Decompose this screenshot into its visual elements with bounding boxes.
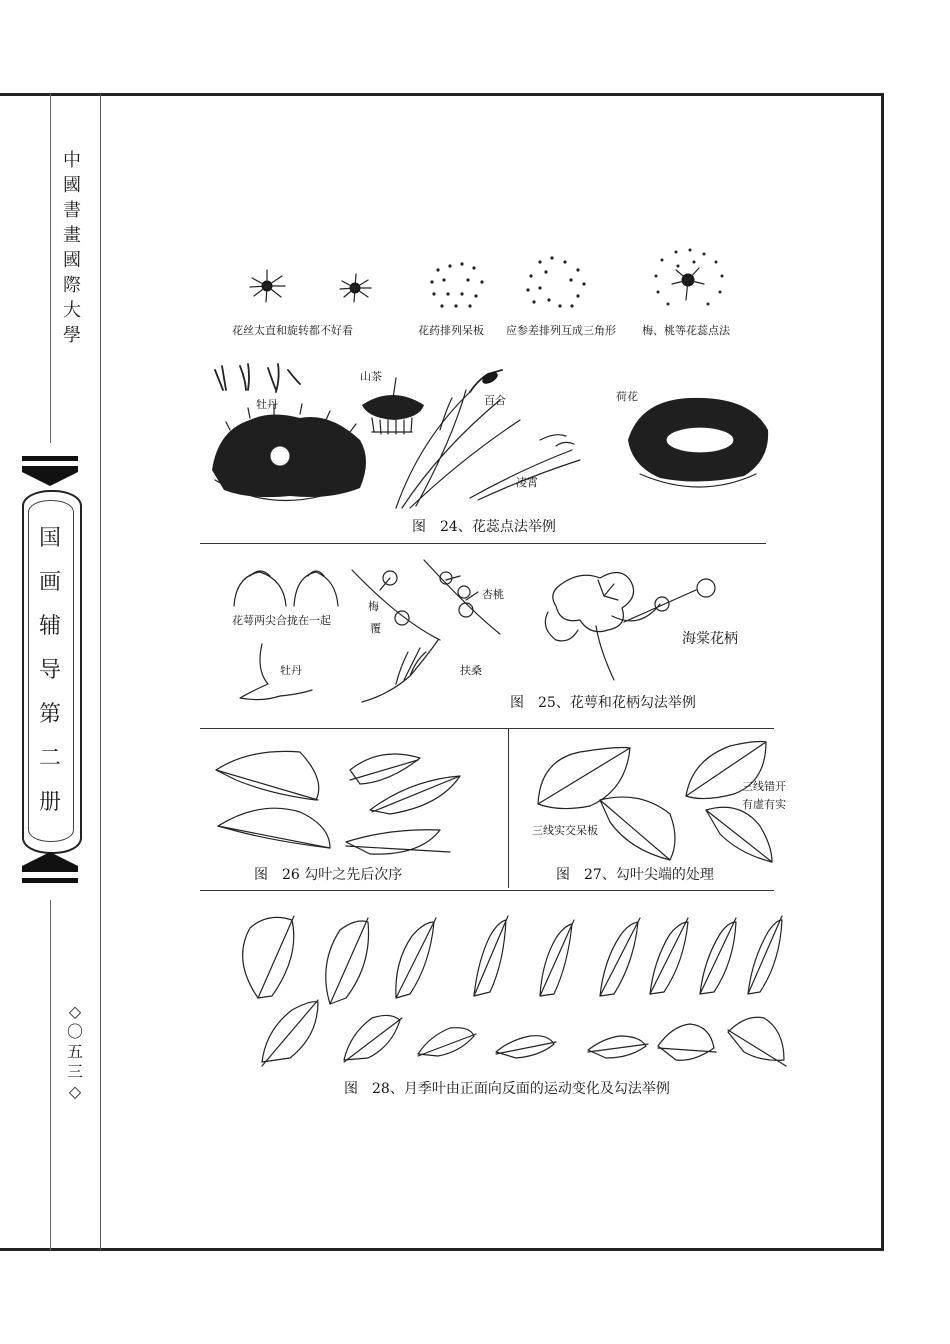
fig24-label-lily: 百合 — [484, 394, 506, 407]
fig28-leaves-row-2 — [262, 1000, 786, 1066]
fig27-label-staggered: 三线错开 — [742, 780, 786, 793]
fig24-note-3: 应参差排列互成三角形 — [506, 324, 616, 337]
school-char: 畫 — [63, 225, 81, 246]
fig24-label-lotus: 荷花 — [616, 390, 638, 403]
fig25-label-plum: 梅 — [368, 600, 379, 613]
book-title-char: 画 — [38, 570, 61, 595]
school-char: 學 — [63, 325, 81, 346]
fig27-caption: 图 27、勾叶尖端的处理 — [556, 867, 714, 883]
school-char: 國 — [63, 250, 81, 271]
page-number-char: 〇 — [66, 1022, 83, 1041]
fig24-label-camellia: 山茶 — [360, 370, 382, 383]
page-number-char: ◇ — [68, 1082, 82, 1101]
fig25-label-peony: 牡丹 — [280, 664, 302, 677]
fig28-leaves-row-1 — [243, 916, 782, 1004]
fig25-label-apricot: 杏桃 — [482, 588, 504, 601]
fig24-note-2: 花药排列呆板 — [418, 324, 484, 337]
book-title-char: 册 — [38, 790, 61, 815]
fig25-label-hibiscus: 扶桑 — [460, 664, 482, 677]
book-title-char: 国 — [38, 526, 61, 551]
fig24-note-1: 花丝太直和旋转都不好看 — [232, 324, 353, 337]
school-char: 際 — [63, 275, 81, 296]
fig25-caption: 图 25、花萼和花柄勾法举例 — [510, 695, 696, 711]
school-char: 大 — [63, 300, 81, 321]
fig25-label-cover: 覆 — [370, 622, 381, 635]
fig28-caption: 图 28、月季叶由正面向反面的运动变化及勾法举例 — [344, 1081, 670, 1097]
school-char: 書 — [63, 200, 81, 221]
fig24-note-4: 梅、桃等花蕊点法 — [642, 324, 730, 337]
fig27-label-rigid: 三线实交呆板 — [532, 824, 598, 837]
page-number-char: 三 — [66, 1062, 83, 1081]
page-number-char: 五 — [66, 1042, 83, 1061]
page-number-char: ◇ — [68, 1002, 82, 1021]
fig24-label-peony: 牡丹 — [256, 398, 278, 411]
book-title-char: 第 — [38, 702, 61, 727]
fig24-caption: 图 24、花蕊点法举例 — [412, 519, 556, 535]
school-char: 中 — [63, 150, 81, 171]
book-title-char: 导 — [38, 658, 61, 683]
fig25-label-calyx-tips: 花萼两尖合拢在一起 — [232, 614, 331, 627]
fig25-label-crabapple: 海棠花柄 — [682, 631, 738, 647]
fig26-caption: 图 26 勾叶之先后次序 — [254, 867, 403, 883]
book-title-char: 辅 — [38, 614, 61, 639]
school-char: 國 — [63, 175, 81, 196]
fig24-label-trumpet-creeper: 凌霄 — [516, 476, 538, 489]
fig27-label-virtual: 有虚有实 — [742, 798, 786, 811]
book-title-char: 二 — [38, 746, 61, 771]
